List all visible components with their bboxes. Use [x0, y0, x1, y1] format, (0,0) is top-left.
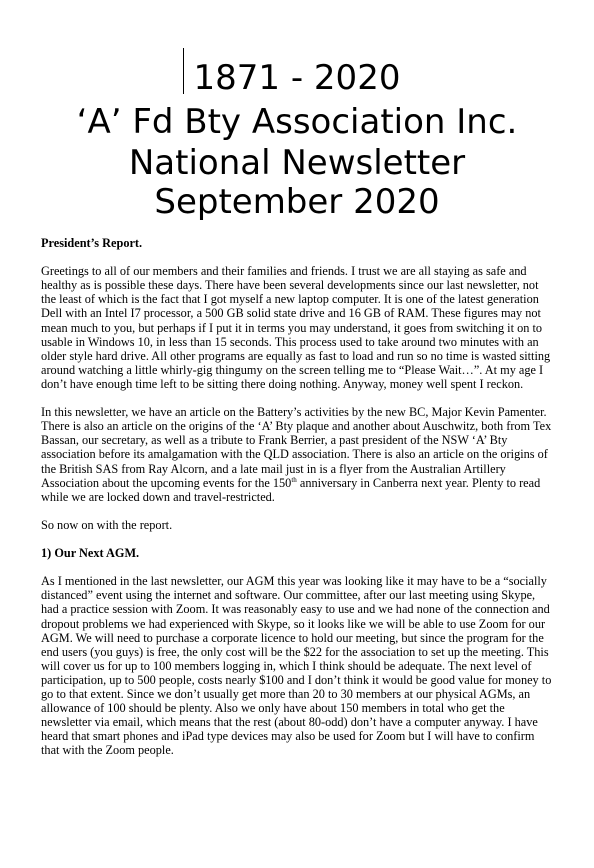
agm-paragraph-1: As I mentioned in the last newsletter, our AGM this year was looking like it may have to be a “socially distanced” event using the internet and software. Our committee, after our last meeting using Skype, had a practice session with Zoom. It was reasonably easy to use and we had none of the connection and dropout problems we had experienced with Skype, so it looks like we will be able to use Zoom for our AGM. We will need to purchase a corporate licence to hold our meeting, but since the program for the end users (you guys) is free, the only cost will be the $22 for the association to set up the meeting. This will cover us for up to 100 members logging in, which I think should be adequate. The next level of participation, up to 500 people, costs nearly $100 and I don’t think it would be good value for money to go to that extent. Since we don’t usually get more than 20 to 30 members at our physical AGMs, an allowance of 100 should be plenty. Also we only have about 150 members in total who get the newsletter via email, which means that the rest (about 80-odd) don’t have a computer anyway. I have heard that smart phones and iPad type devices may also be used for Zoom but I will have to confirm that with the Zoom people. — [41, 574, 552, 758]
document-body — [41, 236, 555, 772]
presidents-report-heading: President’s Report. — [41, 236, 143, 250]
presidents-report-paragraph-3: So now on with the report. — [41, 517, 173, 532]
header-years: 1871 - 2020 — [193, 58, 401, 98]
header-date: September 2020 — [154, 182, 440, 222]
agm-heading: 1) Our Next AGM. — [41, 546, 140, 561]
presidents-report-paragraph-2 — [41, 405, 555, 504]
ordinal-superscript: th — [291, 475, 297, 484]
header-newsletter: National Newsletter — [128, 143, 466, 183]
paragraph-2-text-a: In this newsletter, we have an article on the Battery’s activities by the new BC, Major Kevin Pamenter. There is also an article on the origins of the ‘A’ Bty plaque and another about Auschwitz, both from Tex Bassan, our secretary, as well as a tribute to Frank Berrier, a past president of the NSW ‘A’ Bty association before its amalgamation with the QLD association. There is also an article on the origins of the British SAS from Ray Alcorn, and a late mail just in is a flyer from the Australian Artillery Association about the upcoming events for the 150 — [41, 405, 552, 490]
header-association: ‘A’ Fd Bty Association Inc. — [76, 102, 518, 142]
paragraph-2-text-b: anniversary in Canberra next year. Plenty to read while we are locked down and travel-restricted. — [41, 475, 541, 504]
presidents-report-paragraph-1: Greetings to all of our members and their families and friends. I trust we are all staying as safe and healthy as is possible these days. There have been several developments since our last newsletter, not the least of which is the fact that I got myself a new laptop computer. It is one of the latest generation Dell with an Intel I7 processor, a 500 GB solid state drive and 16 GB of RAM. These figures may not mean much to you, but perhaps if I put it in terms you may understand, it goes from switching it on to usable in Windows 10, in less than 15 seconds. This process used to take around two minutes with an older style hard drive. All other programs are equally as fast to load and run so no time is wasted sitting around watching a little whirly-gig thingumy on the screen telling me to “Please Wait…”. At my age I don’t have enough time left to be sitting there doing nothing. Anyway, money well spent I reckon. — [41, 264, 551, 391]
